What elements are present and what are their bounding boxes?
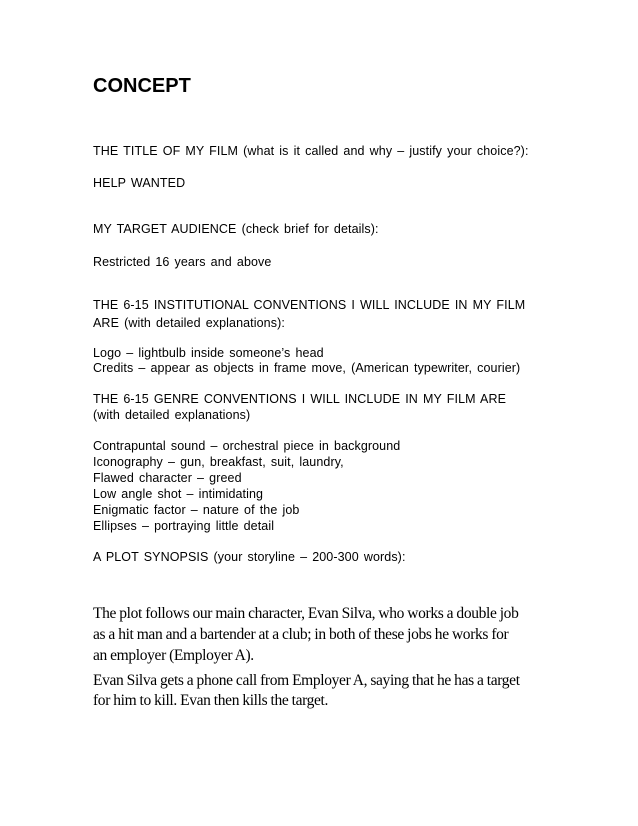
genre-item: Low angle shot – intimidating xyxy=(93,487,264,501)
institutional-question-line: THE 6-15 INSTITUTIONAL CONVENTIONS I WILL INCLUDE IN MY FILM xyxy=(93,298,526,312)
title-answer: HELP WANTED xyxy=(93,176,186,190)
genre-item: Enigmatic factor – nature of the job xyxy=(93,503,300,517)
title-question: THE TITLE OF MY FILM (what is it called and why – justify your choice?): xyxy=(93,144,529,158)
synopsis-line: as a hit man and a bartender at a club; in both of these jobs he works for xyxy=(93,626,509,643)
institutional-item: Logo – lightbulb inside someone’s head xyxy=(93,346,324,360)
synopsis-line: for him to kill. Evan then kills the target. xyxy=(93,692,329,709)
synopsis-line: Evan Silva gets a phone call from Employer A, saying that he has a target xyxy=(93,672,520,689)
audience-answer: Restricted 16 years and above xyxy=(93,255,272,269)
synopsis-question: A PLOT SYNOPSIS (your storyline – 200-300 words): xyxy=(93,550,406,564)
genre-question-line: (with detailed explanations) xyxy=(93,408,251,422)
audience-question: MY TARGET AUDIENCE (check brief for details): xyxy=(93,222,379,236)
page-title: CONCEPT xyxy=(93,75,191,97)
synopsis-line: an employer (Employer A). xyxy=(93,647,254,664)
genre-item: Iconography – gun, breakfast, suit, laundry, xyxy=(93,455,344,469)
genre-item: Contrapuntal sound – orchestral piece in background xyxy=(93,439,401,453)
synopsis-line: The plot follows our main character, Evan Silva, who works a double job xyxy=(93,605,519,622)
genre-item: Ellipses – portraying little detail xyxy=(93,519,275,533)
institutional-question-line: ARE (with detailed explanations): xyxy=(93,316,285,330)
genre-item: Flawed character – greed xyxy=(93,471,242,485)
institutional-item: Credits – appear as objects in frame move, (American typewriter, courier) xyxy=(93,361,521,375)
genre-question-line: THE 6-15 GENRE CONVENTIONS I WILL INCLUDE IN MY FILM ARE xyxy=(93,392,507,406)
